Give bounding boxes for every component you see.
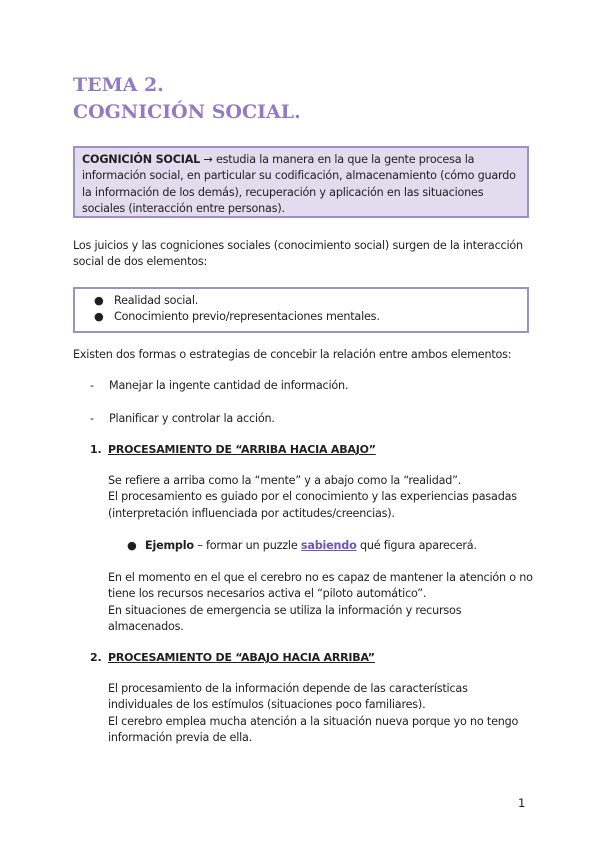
example-text-end: qué figura aparecerá. (356, 539, 477, 552)
section-1-paragraph: Se refiere a arriba como la “mente” y a abajo como la “realidad”. (108, 474, 462, 487)
list-item (82, 309, 520, 325)
section-2-number: 2. (90, 651, 102, 664)
strategy-item (90, 411, 275, 427)
section-1-paragraph: El procesamiento es guiado por el conocimiento y las experiencias pasadas (interpretación influenciada por actitudes/creencias). (108, 490, 517, 520)
section-1-paragraph: En situaciones de emergencia se utiliza la información y recursos almacenados. (108, 603, 462, 634)
section-1-body-2 (108, 570, 533, 636)
example-text: – formar un puzzle (193, 539, 301, 552)
list-item (82, 293, 520, 309)
strategy-item (90, 378, 348, 394)
section-1-title: PROCESAMIENTO DE “ARRIBA HACIA ABAJO” (108, 443, 376, 456)
example-item (127, 538, 477, 554)
title-line-1: TEMA 2. (73, 74, 164, 96)
list-item-text: Conocimiento previo/representaciones mentales. (114, 310, 380, 324)
section-1-heading (90, 442, 376, 458)
list-item-text: Realidad social. (114, 294, 199, 307)
section-2-paragraph: El procesamiento de la información depende de las características individuales de los estímulos (situaciones poco familiares). (108, 682, 468, 712)
example-link[interactable]: sabiendo (300, 539, 357, 552)
section-2-title: PROCESAMIENTO DE “ABAJO HACIA ARRIBA” (108, 651, 375, 664)
dash-marker: - (90, 379, 94, 392)
section-1-body (108, 473, 533, 522)
strategy-text: Planificar y controlar la acción. (109, 412, 275, 425)
page-number: 1 (518, 796, 526, 810)
bullet-icon: ● (94, 294, 104, 307)
elements-list (82, 293, 520, 326)
example-label: Ejemplo (145, 539, 194, 552)
page-title (73, 72, 301, 126)
definition-box (73, 146, 529, 218)
section-2-heading (90, 650, 375, 666)
elements-box (73, 287, 529, 333)
intro-paragraph: Los juicios y las cogniciones sociales (conocimiento social) surgen de la interacción social de dos elementos: (73, 239, 523, 269)
definition-text: → estudia la manera en la que la gente procesa la información social, en particular su codificación, almacenamiento (cómo guardo la información de los demás), recuperación y aplicación en las situaciones sociales (interacción entre personas). (82, 153, 516, 216)
section-2-body (108, 681, 533, 747)
strategy-text: Manejar la ingente cantidad de información. (109, 379, 349, 392)
section-1-paragraph: En el momento en el que el cerebro no es capaz de mantener la atención o no tiene los recursos necesarios activa el “piloto automático”. (108, 571, 533, 601)
section-2-paragraph: El cerebro emplea mucha atención a la situación nueva porque yo no tengo información previa de ella. (108, 714, 519, 745)
strategies-intro: Existen dos formas o estrategias de concebir la relación entre ambos elementos: (73, 348, 512, 361)
bullet-icon: ● (127, 539, 137, 552)
title-line-2: COGNICIÓN SOCIAL. (73, 101, 301, 123)
section-1-number: 1. (90, 443, 102, 456)
bullet-icon: ● (94, 310, 104, 324)
dash-marker: - (90, 412, 94, 425)
definition-term: COGNICIÓN SOCIAL (82, 153, 201, 166)
